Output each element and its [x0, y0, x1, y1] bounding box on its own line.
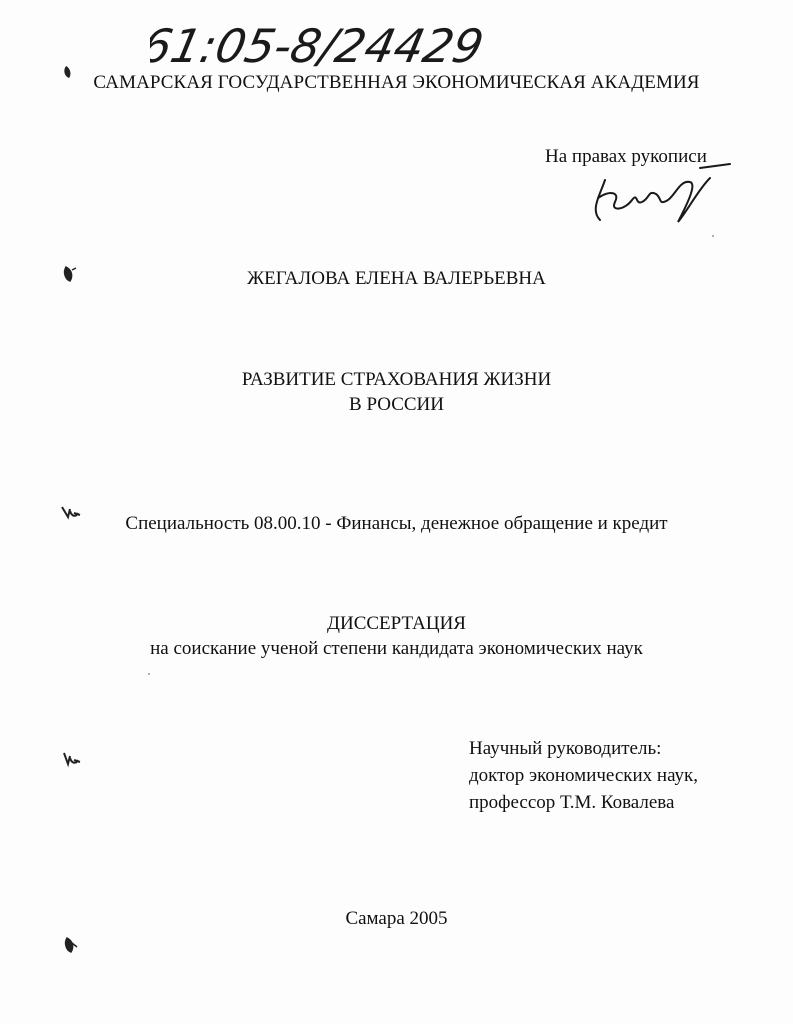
handwritten-archive-code-drawing — [150, 10, 530, 80]
dissertation-heading: ДИССЕРТАЦИЯ — [327, 613, 466, 634]
signature — [580, 150, 740, 230]
handwritten-archive-code — [150, 10, 530, 80]
supervisor-label: Научный руководитель: — [469, 738, 662, 759]
punch-hole-mark — [60, 62, 84, 82]
author-name: ЖЕГАЛОВА ЕЛЕНА ВАЛЕРЬЕВНА — [247, 268, 546, 289]
archive-code-text: 61:05-8/24429 — [150, 19, 489, 73]
punch-hole-mark — [60, 264, 84, 284]
title-line-2: В РОССИИ — [349, 394, 444, 415]
punch-hole-mark — [60, 750, 84, 770]
supervisor-name: профессор Т.М. Ковалева — [469, 792, 675, 813]
scan-speck — [148, 673, 150, 675]
punch-hole-mark — [60, 503, 84, 523]
city-year: Самара 2005 — [345, 908, 448, 929]
supervisor-degree: доктор экономических наук, — [469, 765, 699, 786]
scan-speck — [712, 235, 714, 237]
dissertation-subheading: на соискание ученой степени кандидата экономических наук — [150, 638, 643, 659]
dissertation-block — [0, 611, 793, 661]
institution-name: САМАРСКАЯ ГОСУДАРСТВЕННАЯ ЭКОНОМИЧЕСКАЯ АКАДЕМИЯ — [93, 72, 700, 93]
manuscript-note: На правах рукописи — [545, 146, 707, 167]
dissertation-title — [0, 367, 793, 417]
specialty: Специальность 08.00.10 - Финансы, денежное обращение и кредит — [125, 513, 668, 534]
supervisor-block — [469, 735, 698, 816]
signature-drawing — [580, 150, 740, 230]
punch-hole-mark — [60, 935, 84, 955]
title-line-1: РАЗВИТИЕ СТРАХОВАНИЯ ЖИЗНИ — [241, 369, 552, 390]
